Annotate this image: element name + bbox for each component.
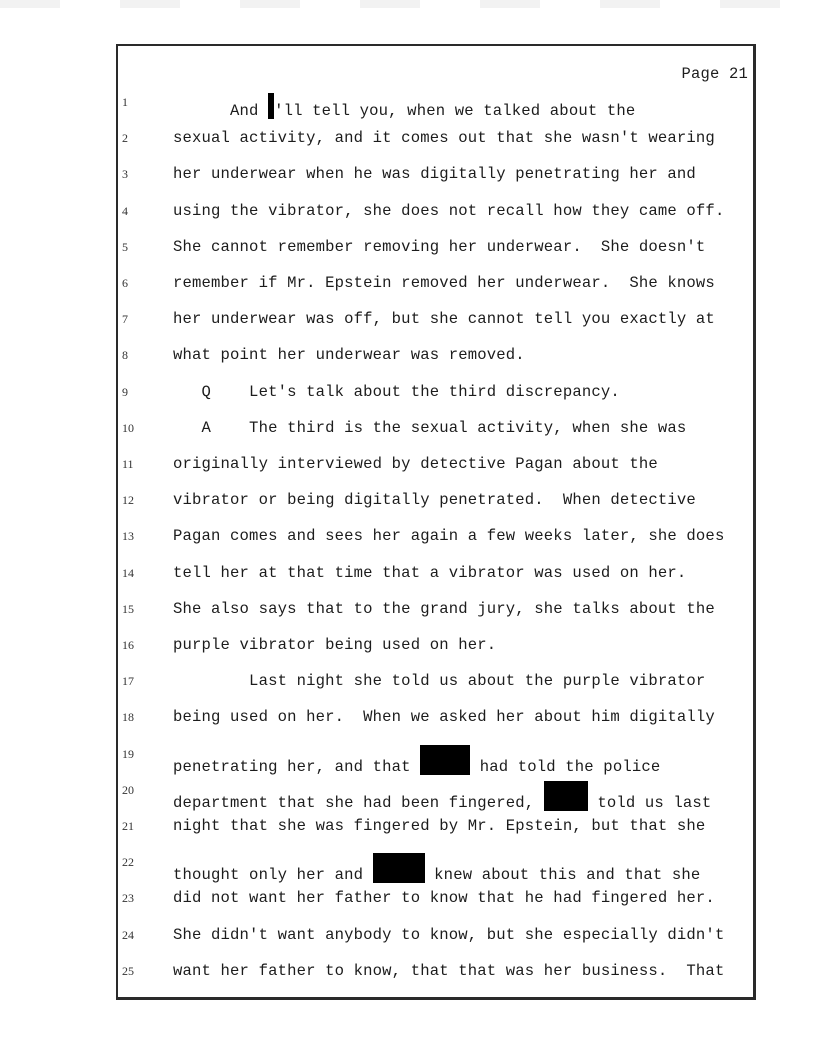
line-text-segment: Last night she told us about the purple vibrator — [173, 672, 706, 691]
line-number: 6 — [122, 276, 128, 290]
transcript-line-text — [173, 781, 711, 812]
line-number: 23 — [122, 891, 134, 906]
line-text-segment: Pagan comes and sees her again a few weeks later, she does — [173, 527, 725, 546]
line-text-segment: tell her at that time that a vibrator was used on her. — [173, 563, 687, 582]
line-text-segment: And — [173, 102, 269, 120]
line-number: 18 — [122, 710, 134, 725]
line-number: 21 — [122, 819, 134, 833]
line-text-segment: She also says that to the grand jury, she talks about the — [173, 599, 715, 618]
line-text-segment: told us last — [587, 793, 712, 812]
line-text-segment: thought only her and — [173, 866, 373, 885]
line-number: 8 — [122, 348, 128, 363]
line-number: 17 — [122, 674, 134, 689]
transcript-line-text — [173, 383, 620, 401]
redaction-bar — [373, 853, 425, 883]
transcript-line-text — [173, 817, 705, 835]
line-number: 10 — [122, 420, 134, 435]
line-text-segment: knew about this and that she — [424, 866, 701, 885]
line-text-segment: being used on her. When we asked her about him digitally — [173, 708, 715, 727]
transcript-line-text — [173, 455, 658, 473]
line-number: 2 — [122, 131, 128, 146]
line-text-segment: vibrator or being digitally penetrated. When detective — [173, 491, 696, 510]
scan-artifact-top — [0, 0, 818, 8]
transcript-line-text — [173, 527, 724, 545]
redaction-bar — [544, 781, 588, 811]
transcript-line-text — [173, 600, 715, 618]
transcript-line-text — [173, 129, 715, 147]
transcript-line-text — [173, 564, 686, 582]
line-text-segment: using the vibrator, she does not recall how they came off. — [173, 201, 725, 220]
line-text-segment: She didn't want anybody to know, but she especially didn't — [173, 925, 725, 944]
line-number: 12 — [122, 493, 134, 508]
line-number: 19 — [122, 746, 134, 761]
line-text-segment: She cannot remember removing her underwear. She doesn't — [173, 237, 706, 256]
transcript-line-text — [173, 491, 696, 509]
line-number: 14 — [122, 565, 134, 580]
line-text-segment: 'll tell you, when we talked about the — [274, 102, 636, 120]
transcript-line-text — [173, 853, 700, 884]
line-text-segment: penetrating her, and that — [173, 757, 421, 776]
line-number: 15 — [122, 601, 134, 616]
page-number-label: Page 21 — [681, 65, 748, 83]
transcript-line-text — [173, 636, 496, 654]
line-text-segment: purple vibrator being used on her. — [173, 636, 497, 654]
transcript-line-text — [173, 745, 660, 776]
transcript-line-text — [173, 419, 686, 437]
line-number: 7 — [122, 312, 128, 327]
line-text-segment: remember if Mr. Epstein removed her underwear. She knows — [173, 274, 715, 292]
transcript-line-text — [173, 889, 715, 907]
transcript-line-text — [173, 962, 724, 980]
line-text-segment: had told the police — [470, 757, 661, 776]
transcript-line-text — [173, 238, 705, 256]
redaction-bar — [420, 745, 470, 775]
transcript-line-text — [173, 274, 715, 292]
line-number: 13 — [122, 529, 134, 544]
transcript-line-text — [173, 310, 715, 328]
line-text-segment: did not want her father to know that he had fingered her. — [173, 889, 715, 908]
line-text-segment: want her father to know, that that was her business. That — [173, 961, 725, 980]
line-text-segment: sexual activity, and it comes out that she wasn't wearing — [173, 129, 715, 148]
line-number: 22 — [122, 855, 134, 870]
line-text-segment: Q Let's talk about the third discrepancy. — [173, 382, 620, 401]
line-number: 25 — [122, 963, 134, 978]
transcript-line-text — [173, 708, 715, 726]
line-number: 11 — [122, 457, 134, 471]
transcript-line-text — [173, 672, 705, 690]
line-text-segment: what point her underwear was removed. — [173, 346, 525, 365]
transcript-line-text — [173, 926, 724, 944]
transcript-line-text — [173, 93, 635, 120]
line-number: 9 — [122, 384, 128, 399]
line-number: 16 — [122, 638, 134, 652]
transcript-line-text — [173, 202, 724, 220]
line-text-segment: A The third is the sexual activity, when she was — [173, 418, 687, 437]
transcript-line-text — [173, 165, 696, 183]
line-text-segment: night that she was fingered by Mr. Epstein, but that she — [173, 817, 706, 835]
line-text-segment: her underwear was off, but she cannot tell you exactly at — [173, 310, 715, 329]
line-text-segment: originally interviewed by detective Pagan about the — [173, 455, 658, 473]
line-text-segment: department that she had been fingered, — [173, 793, 544, 812]
line-text-segment: her underwear when he was digitally penetrating her and — [173, 165, 696, 184]
line-number: 4 — [122, 203, 128, 218]
line-number: 24 — [122, 927, 134, 942]
line-number: 1 — [122, 95, 128, 109]
line-number: 20 — [122, 782, 134, 797]
line-number: 3 — [122, 167, 128, 182]
line-number: 5 — [122, 239, 128, 254]
transcript-line-text — [173, 346, 525, 364]
